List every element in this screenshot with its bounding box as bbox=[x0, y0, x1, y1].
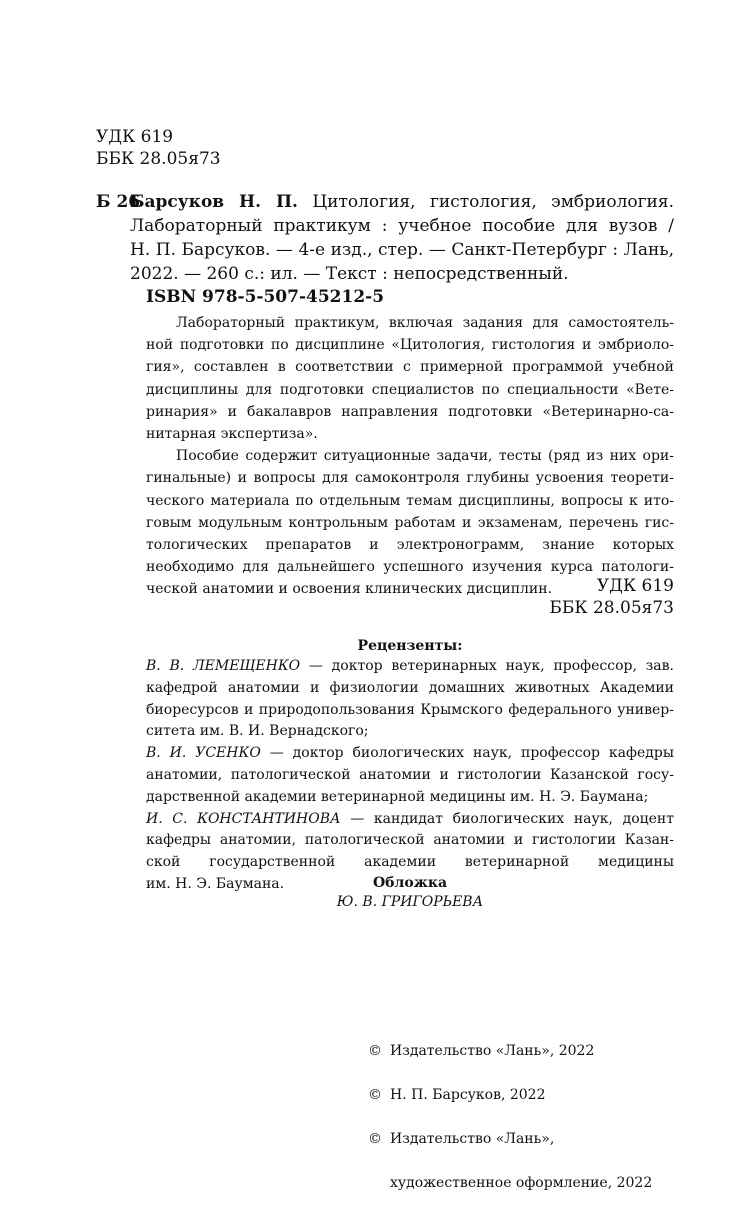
reviewer-1-text: — доктор ветеринарных наук, профессор, зав. bbox=[300, 658, 674, 674]
copyright-line-2 bbox=[368, 1084, 698, 1106]
annotation-line: Пособие содержит ситуационные задачи, тесты (ряд из них ори- bbox=[176, 448, 674, 465]
reviewer-1-name: В. В. ЛЕМЕЩЕНКО bbox=[146, 658, 301, 674]
reviewer-2-line-2: анатомии, патологической анатомии и гистологии Казанской госу- bbox=[146, 766, 674, 783]
annotation-line: гия», составлен в соответствии с примерной программой учебной bbox=[146, 359, 674, 376]
reviewer-3-text: — кандидат биологических наук, доцент bbox=[340, 810, 675, 827]
udk-bbk-top bbox=[96, 126, 396, 170]
reviewer-2-name: В. И. УСЕНКО bbox=[146, 745, 261, 762]
copyright-icon: © bbox=[368, 1087, 382, 1103]
record-line-3: Н. П. Барсуков. — 4-е изд., стер. — Санкт-Петербург : Лань, bbox=[130, 240, 674, 260]
reviewer-3-line-4: им. Н. Э. Баумана. bbox=[146, 875, 285, 892]
reviewer-1-line-4: ситета им. В. И. Вернадского; bbox=[146, 723, 369, 740]
reviewers-list bbox=[146, 656, 674, 896]
cover-heading: Обложка bbox=[372, 875, 448, 891]
copyright-text: Издательство «Лань», bbox=[390, 1131, 555, 1147]
annotation-line: тологических препаратов и электронограмм, знание которых bbox=[146, 537, 674, 554]
udk-code: УДК 619 bbox=[96, 127, 174, 147]
record-line-4: 2022. — 260 с.: ил. — Текст : непосредственный. bbox=[130, 264, 569, 284]
annotation-line: говым модульным контрольным работам и экзаменам, перечень гис- bbox=[146, 514, 674, 531]
reviewer-1-line-2: кафедрой анатомии и физиологии домашних животных Академии bbox=[146, 679, 674, 696]
bibliographic-record bbox=[130, 190, 674, 286]
record-line-1 bbox=[130, 190, 674, 214]
udk-bbk-right bbox=[420, 575, 674, 619]
reviewer-2-line-1 bbox=[146, 743, 674, 765]
bbk-code: ББК 28.05я73 bbox=[96, 149, 221, 169]
reviewer-3-line-1 bbox=[146, 809, 674, 831]
copyright-text: Н. П. Барсуков, 2022 bbox=[390, 1087, 546, 1103]
bbk-code: ББК 28.05я73 bbox=[549, 598, 674, 618]
annotation-line: дисциплины для подготовки специалистов по специальности «Вете- bbox=[146, 381, 674, 398]
reviewer-2-line-3: дарственной академии ветеринарной медицины им. Н. Э. Баумана; bbox=[146, 788, 649, 805]
reviewer-3-name: И. С. КОНСТАНТИНОВА bbox=[146, 810, 341, 827]
record-author: Барсуков Н. П. bbox=[130, 192, 298, 212]
annotation-line: ринария» и бакалавров направления подготовки «Ветеринарно-са- bbox=[146, 403, 674, 420]
annotation-line: гинальные) и вопросы для самоконтроля глубины усвоения теорети- bbox=[146, 470, 674, 487]
record-title: Цитология, гистология, эмбриология. bbox=[297, 192, 674, 212]
annotation bbox=[146, 312, 674, 601]
annotation-line: ной подготовки по дисциплине «Цитология, гистология и эмбриоло- bbox=[146, 337, 674, 354]
copyright-line-3 bbox=[368, 1128, 698, 1150]
annotation-line: ческой анатомии и освоения клинических дисциплин. bbox=[146, 581, 553, 598]
reviewer-3-line-2: кафедры анатомии, патологической анатомии и гистологии Казан- bbox=[146, 832, 674, 849]
copyright-icon: © bbox=[368, 1131, 382, 1147]
record-line-2: Лабораторный практикум : учебное пособие для вузов / bbox=[130, 216, 674, 236]
annotation-line: ческого материала по отдельным темам дисциплины, вопросы к ито- bbox=[146, 492, 674, 509]
isbn: ISBN 978-5-507-45212-5 bbox=[146, 287, 385, 307]
reviewer-2-text: — доктор биологических наук, профессор кафедры bbox=[260, 745, 675, 762]
udk-code: УДК 619 bbox=[596, 576, 674, 596]
annotation-line: нитарная экспертиза». bbox=[146, 426, 318, 443]
reviewer-1-line-3: биоресурсов и природопользования Крымского федерального универ- bbox=[146, 701, 674, 718]
reviewer-3-line-3: ской государственной академии ветеринарной медицины bbox=[146, 854, 674, 871]
copyright-icon: © bbox=[368, 1043, 382, 1059]
author-mark: Б 26 bbox=[96, 192, 141, 212]
copyright-line-1 bbox=[368, 1040, 698, 1062]
copyright-block bbox=[368, 1018, 698, 1216]
copyright-text: Издательство «Лань», 2022 bbox=[390, 1043, 595, 1059]
cover-designer: Ю. В. ГРИГОРЬЕВА bbox=[336, 894, 484, 910]
reviewer-1-line-1 bbox=[146, 656, 674, 678]
annotation-line: Лабораторный практикум, включая задания для самостоятель- bbox=[176, 315, 674, 331]
annotation-line: необходимо для дальнейшего успешного изучения курса патологи- bbox=[146, 559, 674, 576]
copyright-line-4: художественное оформление, 2022 bbox=[390, 1175, 653, 1191]
reviewers-heading: Рецензенты: bbox=[357, 638, 463, 654]
